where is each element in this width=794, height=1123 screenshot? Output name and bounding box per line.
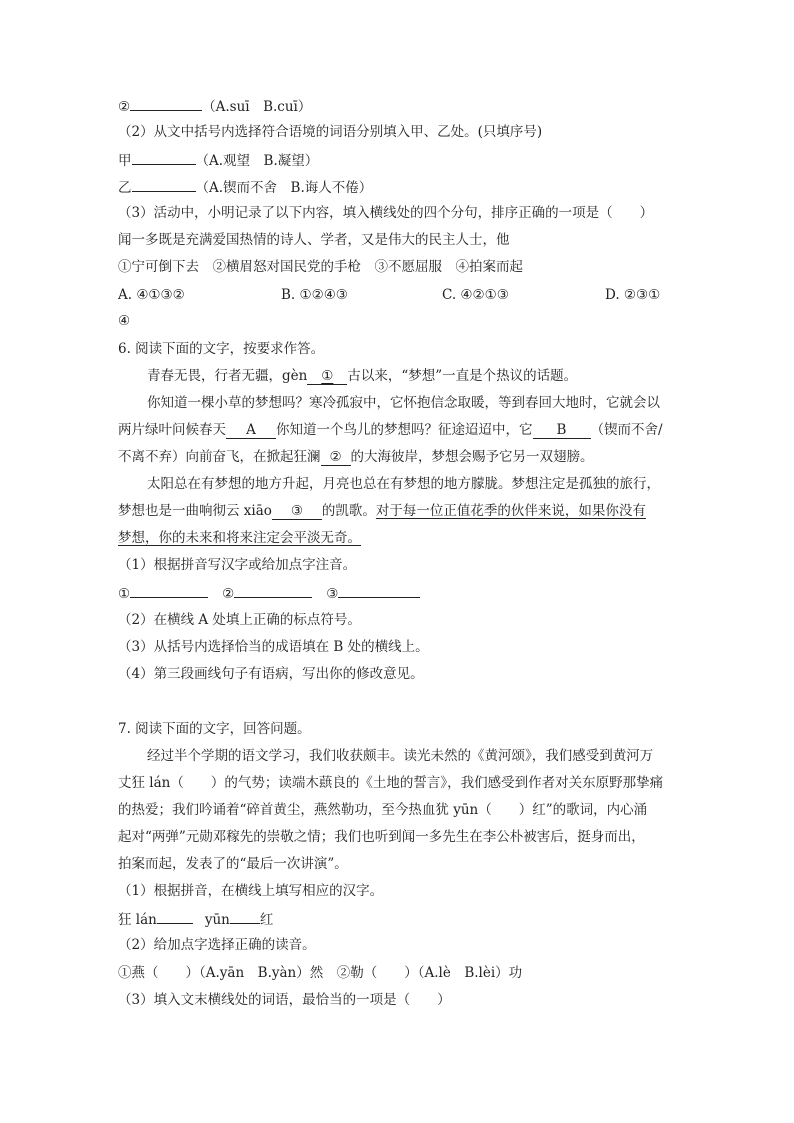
q7-para-line1: 经过半个学期的语文学习，我们收获颇丰。读光未然的《黄河颂》，我们感受到黄河万 [147, 748, 654, 764]
option-a[interactable]: A. ④①③② [118, 287, 185, 303]
blank-3[interactable]: ③ [272, 503, 322, 520]
q6-para3-line1: 太阳总在有梦想的地方升起，月亮也总在有梦想的地方朦胧。梦想注定是孤独的旅行， [147, 476, 660, 492]
option-d-wrap: ④ [118, 313, 131, 329]
q6-para1: 青春无畏，行者无疆，gèn ① 古以来，“梦想”一直是个热议的话题。 [147, 368, 578, 384]
blank-2[interactable]: ② [321, 449, 351, 466]
q6-para3-line2: 梦想也是一曲响彻云 xiāo ③ 的凯歌。对于每一位正值花季的伙伴来说，如果你没有 [118, 503, 646, 519]
q5-2-jia: 甲 （A.观望 B.凝望） [118, 149, 684, 171]
q7-sub3: （3）填入文末横线处的词语，最恰当的一项是（ ） [118, 992, 451, 1008]
answer-blank-lan[interactable] [157, 908, 193, 924]
answer-blank[interactable] [130, 95, 202, 111]
q6-para2-line2: 两片绿叶问候春天 A 你知道一个鸟儿的梦想吗？征途迢迢中，它 B （锲而不舍/ [118, 422, 663, 438]
q6-para3-line3: 梦想，你的未来和将来注定会平淡无奇。 [118, 530, 361, 546]
q7-para-line5: 拍案而起，发表了的“最后一次讲演”。 [118, 856, 348, 872]
option-d[interactable]: D. ②③① [605, 287, 661, 303]
q5-1-item-2: ② （A.suī B.cuī） [118, 95, 684, 117]
q5-3-sentence: 闻一多既是充满爱国热情的诗人、学者，又是伟大的民主人士，他 [118, 232, 510, 248]
q6-para2-line3: 不离不弃）向前奋飞，在掀起狂澜 ② 的大海彼岸，梦想会赐予它另一双翅膀。 [118, 449, 594, 465]
q5-3-clauses: ①宁可倒下去 ②横眉怒对国民党的手枪 ③不愿屈服 ④拍案而起 [118, 259, 523, 275]
answer-blank-2[interactable] [234, 582, 312, 598]
q5-3-prompt: （3）活动中，小明记录了以下内容，填入横线处的四个分句，排序正确的一项是（ ） [118, 205, 654, 221]
answer-blank-yun[interactable] [230, 908, 260, 924]
q7-heading: 7. 阅读下面的文字，回答问题。 [118, 721, 311, 737]
answer-blank-1[interactable] [130, 582, 208, 598]
answer-blank[interactable] [132, 149, 196, 165]
blank-a[interactable]: A [226, 422, 276, 439]
answer-blank[interactable] [132, 176, 196, 192]
underlined-faulty-sentence: 对于每一位正值花季的伙伴来说，如果你没有 [375, 503, 646, 519]
q6-sub1: （1）根据拼音写汉字或给加点字注音。 [118, 557, 357, 573]
q7-sub1-answers: 狂 lán yūn 红 [118, 908, 684, 930]
blank-1[interactable]: ① [307, 368, 347, 385]
option-b[interactable]: B. ①②④③ [281, 287, 348, 303]
q7-sub1: （1）根据拼音，在横线上填写相应的汉字。 [118, 883, 384, 899]
q5-2-yi: 乙 （A.锲而不舍 B.诲人不倦） [118, 176, 684, 198]
q7-sub2: （2）给加点字选择正确的读音。 [118, 937, 316, 953]
q7-para-line2: 丈狂 lán（ ）的气势；读端木蕻良的《土地的誓言》，我们感受到作者对关东原野那挚痛 [118, 775, 664, 791]
q6-heading: 6. 阅读下面的文字，按要求作答。 [118, 341, 325, 357]
q6-sub1-answers: ① ② ③ [118, 582, 684, 604]
blank-b[interactable]: B [533, 422, 591, 439]
q7-para-line4: 起对“两弹”元勋邓稼先的崇敬之情；我们也听到闻一多先生在李公朴被害后，挺身而出， [118, 829, 645, 845]
q7-sub2-items: ①燕（ ）（A.yān B.yàn）然 ②勒（ ）（A.lè B.lèi）功 [118, 965, 523, 981]
q6-sub4: （4）第三段画线句子有语病，写出你的修改意见。 [118, 666, 424, 682]
q6-para2-line1: 你知道一棵小草的梦想吗？寒冷孤寂中，它怀抱信念取暖，等到春回大地时，它就会以 [147, 395, 660, 411]
q6-sub2: （2）在横线 A 处填上正确的标点符号。 [118, 612, 361, 628]
q5-2-prompt: （2）从文中括号内选择符合语境的词语分别填入甲、乙处。(只填序号) [118, 124, 543, 140]
q7-para-line3: 的热爱；我们吟诵着“碎首黄尘，燕然勒功，至今热血犹 yūn（ ）红”的歌词，内心涌 [118, 802, 648, 818]
option-c[interactable]: C. ④②①③ [442, 287, 509, 303]
q6-sub3: （3）从括号内选择恰当的成语填在 B 处的横线上。 [118, 639, 429, 655]
answer-blank-3[interactable] [338, 582, 420, 598]
